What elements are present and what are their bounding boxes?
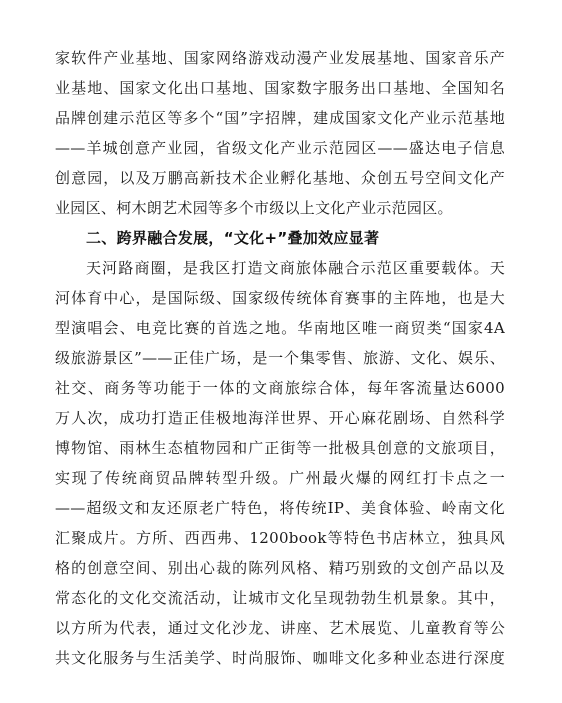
text-line: 实现了传统商贸品牌转型升级。广州最火爆的网红打卡点之一 bbox=[55, 469, 505, 487]
text-line: ——羊城创意产业园，省级文化产业示范园区——盛达电子信息 bbox=[55, 139, 505, 157]
text-line: 河体育中心，是国际级、国家级传统体育赛事的主阵地，也是大 bbox=[55, 289, 505, 307]
text-line: 社交、商务等功能于一体的文商旅综合体，每年客流量达6000 bbox=[55, 379, 505, 397]
text-line: 共文化服务与生活美学、时尚服饰、咖啡文化多种业态进行深度 bbox=[55, 649, 505, 667]
text-line: 博物馆、雨林生态植物园和广正街等一批极具创意的文旅项目， bbox=[55, 439, 505, 457]
text-line: 业基地、国家文化出口基地、国家数字服务出口基地、全国知名 bbox=[55, 79, 505, 97]
text-line: 型演唱会、电竞比赛的首选之地。华南地区唯一商贸类“国家4A bbox=[55, 319, 505, 337]
text-line: 级旅游景区”——正佳广场，是一个集零售、旅游、文化、娱乐、 bbox=[55, 349, 505, 367]
text-line: 格的创意空间、别出心裁的陈列风格、精巧别致的文创产品以及 bbox=[55, 559, 505, 577]
text-line: 业园区、柯木朗艺术园等多个市级以上文化产业示范园区。 bbox=[55, 199, 453, 217]
text-line: 家软件产业基地、国家网络游戏动漫产业发展基地、国家音乐产 bbox=[55, 49, 505, 67]
text-line: 万人次，成功打造正佳极地海洋世界、开心麻花剧场、自然科学 bbox=[55, 409, 505, 427]
text-line: 创意园，以及万鹏高新技术企业孵化基地、众创五号空间文化产 bbox=[55, 169, 505, 187]
text-line: 汇聚成片。方所、西西弗、1200book等特色书店林立，独具风 bbox=[55, 529, 505, 547]
text-line: ——超级文和友还原老广特色，将传统IP、美食体验、岭南文化 bbox=[55, 499, 505, 517]
section-heading: 二、跨界融合发展，“文化+”叠加效应显著 bbox=[86, 229, 380, 247]
text-line: 品牌创建示范区等多个“国”字招牌，建成国家文化产业示范基地 bbox=[55, 109, 505, 127]
text-line: 天河路商圈，是我区打造文商旅体融合示范区重要载体。天 bbox=[86, 259, 505, 277]
text-line: 以方所为代表，通过文化沙龙、讲座、艺术展览、儿童教育等公 bbox=[55, 619, 505, 637]
text-line: 常态化的文化交流活动，让城市文化呈现勃勃生机景象。其中， bbox=[55, 589, 505, 607]
